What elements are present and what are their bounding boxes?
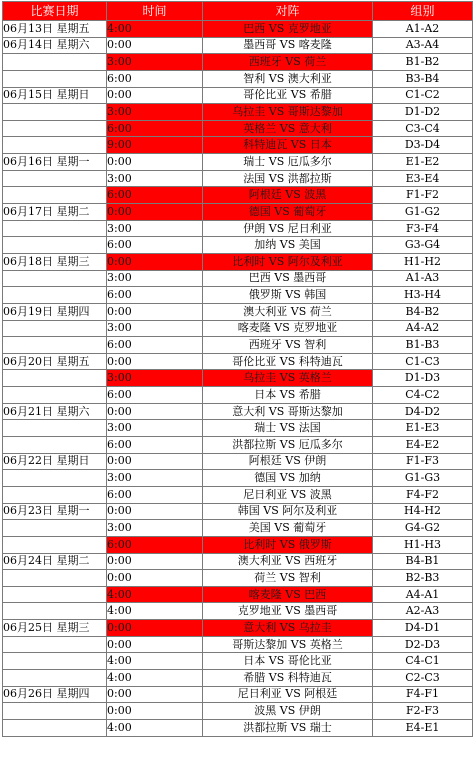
match-cell: 日本 VS 哥伦比亚	[203, 653, 373, 670]
table-row	[3, 270, 473, 287]
date-cell	[3, 719, 107, 736]
group-cell: C1-C3	[373, 353, 473, 370]
date-cell	[3, 536, 107, 553]
date-cell: 06月23日 星期一	[3, 503, 107, 520]
time-cell: 0:00	[107, 620, 203, 637]
table-row	[3, 636, 473, 653]
date-cell	[3, 137, 107, 154]
table-row	[3, 220, 473, 237]
date-cell: 06月25日 星期三	[3, 620, 107, 637]
time-cell: 3:00	[107, 170, 203, 187]
time-cell: 6:00	[107, 187, 203, 204]
date-cell: 06月14日 星期六	[3, 37, 107, 54]
table-row	[3, 719, 473, 736]
match-cell: 喀麦隆 VS 巴西	[203, 586, 373, 603]
date-cell: 06月18日 星期三	[3, 253, 107, 270]
match-cell: 喀麦隆 VS 克罗地亚	[203, 320, 373, 337]
date-cell	[3, 437, 107, 454]
match-cell: 日本 VS 希腊	[203, 387, 373, 404]
match-cell: 智利 VS 澳大利亚	[203, 70, 373, 87]
group-cell: E3-E4	[373, 170, 473, 187]
match-cell: 巴西 VS 墨西哥	[203, 270, 373, 287]
group-cell: H4-H2	[373, 503, 473, 520]
group-cell: D4-D2	[373, 403, 473, 420]
group-cell: D2-D3	[373, 636, 473, 653]
table-row	[3, 353, 473, 370]
date-cell	[3, 653, 107, 670]
schedule-body	[3, 21, 473, 737]
table-row	[3, 553, 473, 570]
time-cell: 0:00	[107, 353, 203, 370]
match-cell: 荷兰 VS 智利	[203, 570, 373, 587]
group-cell: B1-B3	[373, 337, 473, 354]
group-cell: G1-G2	[373, 204, 473, 221]
match-cell: 加纳 VS 美国	[203, 237, 373, 254]
table-row	[3, 337, 473, 354]
match-cell: 波黑 VS 伊朗	[203, 703, 373, 720]
group-cell: F4-F1	[373, 686, 473, 703]
table-row	[3, 603, 473, 620]
table-row	[3, 303, 473, 320]
table-row	[3, 669, 473, 686]
header-time: 时间	[107, 2, 203, 21]
group-cell: F1-F3	[373, 453, 473, 470]
date-cell: 06月17日 星期二	[3, 204, 107, 221]
group-cell: B4-B2	[373, 303, 473, 320]
group-cell: B1-B2	[373, 54, 473, 71]
time-cell: 3:00	[107, 54, 203, 71]
group-cell: A3-A4	[373, 37, 473, 54]
date-cell	[3, 287, 107, 304]
match-cell: 希腊 VS 科特迪瓦	[203, 669, 373, 686]
date-cell	[3, 370, 107, 387]
header-match: 对阵	[203, 2, 373, 21]
date-cell	[3, 237, 107, 254]
table-row	[3, 620, 473, 637]
match-cell: 德国 VS 葡萄牙	[203, 204, 373, 221]
time-cell: 4:00	[107, 586, 203, 603]
time-cell: 0:00	[107, 703, 203, 720]
time-cell: 4:00	[107, 653, 203, 670]
date-cell: 06月24日 星期二	[3, 553, 107, 570]
time-cell: 0:00	[107, 154, 203, 171]
date-cell	[3, 387, 107, 404]
group-cell: B4-B1	[373, 553, 473, 570]
time-cell: 0:00	[107, 403, 203, 420]
table-row	[3, 253, 473, 270]
group-cell: F4-F2	[373, 486, 473, 503]
match-cell: 科特迪瓦 VS 日本	[203, 137, 373, 154]
table-row	[3, 154, 473, 171]
group-cell: C4-C2	[373, 387, 473, 404]
group-cell: B3-B4	[373, 70, 473, 87]
group-cell: A4-A2	[373, 320, 473, 337]
table-row	[3, 287, 473, 304]
group-cell: G1-G3	[373, 470, 473, 487]
match-cell: 比利时 VS 阿尔及利亚	[203, 253, 373, 270]
table-row	[3, 54, 473, 71]
time-cell: 4:00	[107, 669, 203, 686]
match-cell: 瑞士 VS 法国	[203, 420, 373, 437]
table-row	[3, 486, 473, 503]
table-row	[3, 387, 473, 404]
match-cell: 阿根廷 VS 伊朗	[203, 453, 373, 470]
group-cell: E1-E2	[373, 154, 473, 171]
table-row	[3, 586, 473, 603]
group-cell: D4-D1	[373, 620, 473, 637]
group-cell: C4-C1	[373, 653, 473, 670]
table-row	[3, 503, 473, 520]
date-cell	[3, 486, 107, 503]
date-cell	[3, 337, 107, 354]
match-cell: 哥伦比亚 VS 科特迪瓦	[203, 353, 373, 370]
date-cell	[3, 570, 107, 587]
date-cell	[3, 104, 107, 121]
match-cell: 阿根廷 VS 波黑	[203, 187, 373, 204]
table-row	[3, 470, 473, 487]
group-cell: E4-E1	[373, 719, 473, 736]
time-cell: 0:00	[107, 570, 203, 587]
table-row	[3, 420, 473, 437]
match-cell: 英格兰 VS 意大利	[203, 120, 373, 137]
date-cell	[3, 470, 107, 487]
table-row	[3, 686, 473, 703]
date-cell	[3, 220, 107, 237]
table-row	[3, 37, 473, 54]
time-cell: 3:00	[107, 104, 203, 121]
group-cell: C3-C4	[373, 120, 473, 137]
time-cell: 0:00	[107, 453, 203, 470]
date-cell	[3, 70, 107, 87]
header-group: 组别	[373, 2, 473, 21]
time-cell: 9:00	[107, 137, 203, 154]
group-cell: F3-F4	[373, 220, 473, 237]
date-cell	[3, 54, 107, 71]
time-cell: 0:00	[107, 204, 203, 221]
group-cell: C2-C3	[373, 669, 473, 686]
table-row	[3, 653, 473, 670]
match-cell: 巴西 VS 克罗地亚	[203, 21, 373, 38]
match-cell: 比利时 VS 俄罗斯	[203, 536, 373, 553]
date-cell	[3, 187, 107, 204]
table-row	[3, 137, 473, 154]
time-cell: 3:00	[107, 220, 203, 237]
match-cell: 洪都拉斯 VS 瑞士	[203, 719, 373, 736]
match-cell: 克罗地亚 VS 墨西哥	[203, 603, 373, 620]
match-cell: 尼日利亚 VS 阿根廷	[203, 686, 373, 703]
time-cell: 6:00	[107, 387, 203, 404]
time-cell: 3:00	[107, 320, 203, 337]
time-cell: 6:00	[107, 337, 203, 354]
match-cell: 乌拉圭 VS 英格兰	[203, 370, 373, 387]
match-cell: 澳大利亚 VS 荷兰	[203, 303, 373, 320]
match-cell: 乌拉圭 VS 哥斯达黎加	[203, 104, 373, 121]
time-cell: 0:00	[107, 37, 203, 54]
table-row	[3, 120, 473, 137]
date-cell: 06月22日 星期日	[3, 453, 107, 470]
match-cell: 墨西哥 VS 喀麦隆	[203, 37, 373, 54]
table-row	[3, 170, 473, 187]
time-cell: 0:00	[107, 87, 203, 104]
table-row	[3, 403, 473, 420]
date-cell: 06月15日 星期日	[3, 87, 107, 104]
time-cell: 0:00	[107, 553, 203, 570]
time-cell: 4:00	[107, 603, 203, 620]
group-cell: D3-D4	[373, 137, 473, 154]
match-cell: 尼日利亚 VS 波黑	[203, 486, 373, 503]
match-cell: 澳大利亚 VS 西班牙	[203, 553, 373, 570]
match-cell: 瑞士 VS 厄瓜多尔	[203, 154, 373, 171]
group-cell: A1-A2	[373, 21, 473, 38]
time-cell: 6:00	[107, 70, 203, 87]
date-cell	[3, 420, 107, 437]
match-cell: 西班牙 VS 荷兰	[203, 54, 373, 71]
match-cell: 哥伦比亚 VS 希腊	[203, 87, 373, 104]
table-row	[3, 187, 473, 204]
group-cell: H1-H3	[373, 536, 473, 553]
time-cell: 3:00	[107, 370, 203, 387]
date-cell: 06月19日 星期四	[3, 303, 107, 320]
table-row	[3, 536, 473, 553]
table-row	[3, 703, 473, 720]
group-cell: H3-H4	[373, 287, 473, 304]
time-cell: 6:00	[107, 486, 203, 503]
date-cell	[3, 636, 107, 653]
match-cell: 伊朗 VS 尼日利亚	[203, 220, 373, 237]
match-cell: 意大利 VS 哥斯达黎加	[203, 403, 373, 420]
group-cell: A1-A3	[373, 270, 473, 287]
match-cell: 西班牙 VS 智利	[203, 337, 373, 354]
match-schedule-table	[2, 1, 473, 737]
group-cell: E1-E3	[373, 420, 473, 437]
time-cell: 6:00	[107, 536, 203, 553]
table-row	[3, 453, 473, 470]
time-cell: 3:00	[107, 520, 203, 537]
table-row	[3, 320, 473, 337]
date-cell	[3, 603, 107, 620]
table-row	[3, 437, 473, 454]
group-cell: H1-H2	[373, 253, 473, 270]
time-cell: 0:00	[107, 636, 203, 653]
table-row	[3, 104, 473, 121]
date-cell: 06月26日 星期四	[3, 686, 107, 703]
table-row	[3, 237, 473, 254]
table-row	[3, 204, 473, 221]
time-cell: 0:00	[107, 503, 203, 520]
group-cell: D1-D2	[373, 104, 473, 121]
header-date: 比赛日期	[3, 2, 107, 21]
table-row	[3, 87, 473, 104]
match-cell: 韩国 VS 阿尔及利亚	[203, 503, 373, 520]
match-cell: 意大利 VS 乌拉圭	[203, 620, 373, 637]
date-cell	[3, 703, 107, 720]
table-row	[3, 21, 473, 38]
group-cell: D1-D3	[373, 370, 473, 387]
date-cell	[3, 320, 107, 337]
table-row	[3, 70, 473, 87]
group-cell: E4-E2	[373, 437, 473, 454]
match-cell: 美国 VS 葡萄牙	[203, 520, 373, 537]
group-cell: F1-F2	[373, 187, 473, 204]
date-cell: 06月16日 星期一	[3, 154, 107, 171]
table-row	[3, 370, 473, 387]
date-cell	[3, 520, 107, 537]
match-cell: 德国 VS 加纳	[203, 470, 373, 487]
group-cell: A4-A1	[373, 586, 473, 603]
match-cell: 俄罗斯 VS 韩国	[203, 287, 373, 304]
date-cell	[3, 270, 107, 287]
match-cell: 洪都拉斯 VS 厄瓜多尔	[203, 437, 373, 454]
group-cell: G4-G2	[373, 520, 473, 537]
time-cell: 6:00	[107, 287, 203, 304]
time-cell: 6:00	[107, 437, 203, 454]
group-cell: C1-C2	[373, 87, 473, 104]
group-cell: F2-F3	[373, 703, 473, 720]
time-cell: 6:00	[107, 120, 203, 137]
date-cell	[3, 669, 107, 686]
date-cell: 06月21日 星期六	[3, 403, 107, 420]
time-cell: 0:00	[107, 253, 203, 270]
table-row	[3, 520, 473, 537]
date-cell	[3, 120, 107, 137]
time-cell: 4:00	[107, 21, 203, 38]
date-cell	[3, 170, 107, 187]
time-cell: 3:00	[107, 470, 203, 487]
date-cell: 06月13日 星期五	[3, 21, 107, 38]
date-cell: 06月20日 星期五	[3, 353, 107, 370]
match-cell: 法国 VS 洪都拉斯	[203, 170, 373, 187]
group-cell: B2-B3	[373, 570, 473, 587]
match-cell: 哥斯达黎加 VS 英格兰	[203, 636, 373, 653]
table-row	[3, 570, 473, 587]
group-cell: G3-G4	[373, 237, 473, 254]
time-cell: 0:00	[107, 303, 203, 320]
group-cell: A2-A3	[373, 603, 473, 620]
time-cell: 6:00	[107, 237, 203, 254]
time-cell: 3:00	[107, 420, 203, 437]
time-cell: 0:00	[107, 686, 203, 703]
time-cell: 4:00	[107, 719, 203, 736]
header-row	[3, 2, 473, 21]
date-cell	[3, 586, 107, 603]
time-cell: 3:00	[107, 270, 203, 287]
